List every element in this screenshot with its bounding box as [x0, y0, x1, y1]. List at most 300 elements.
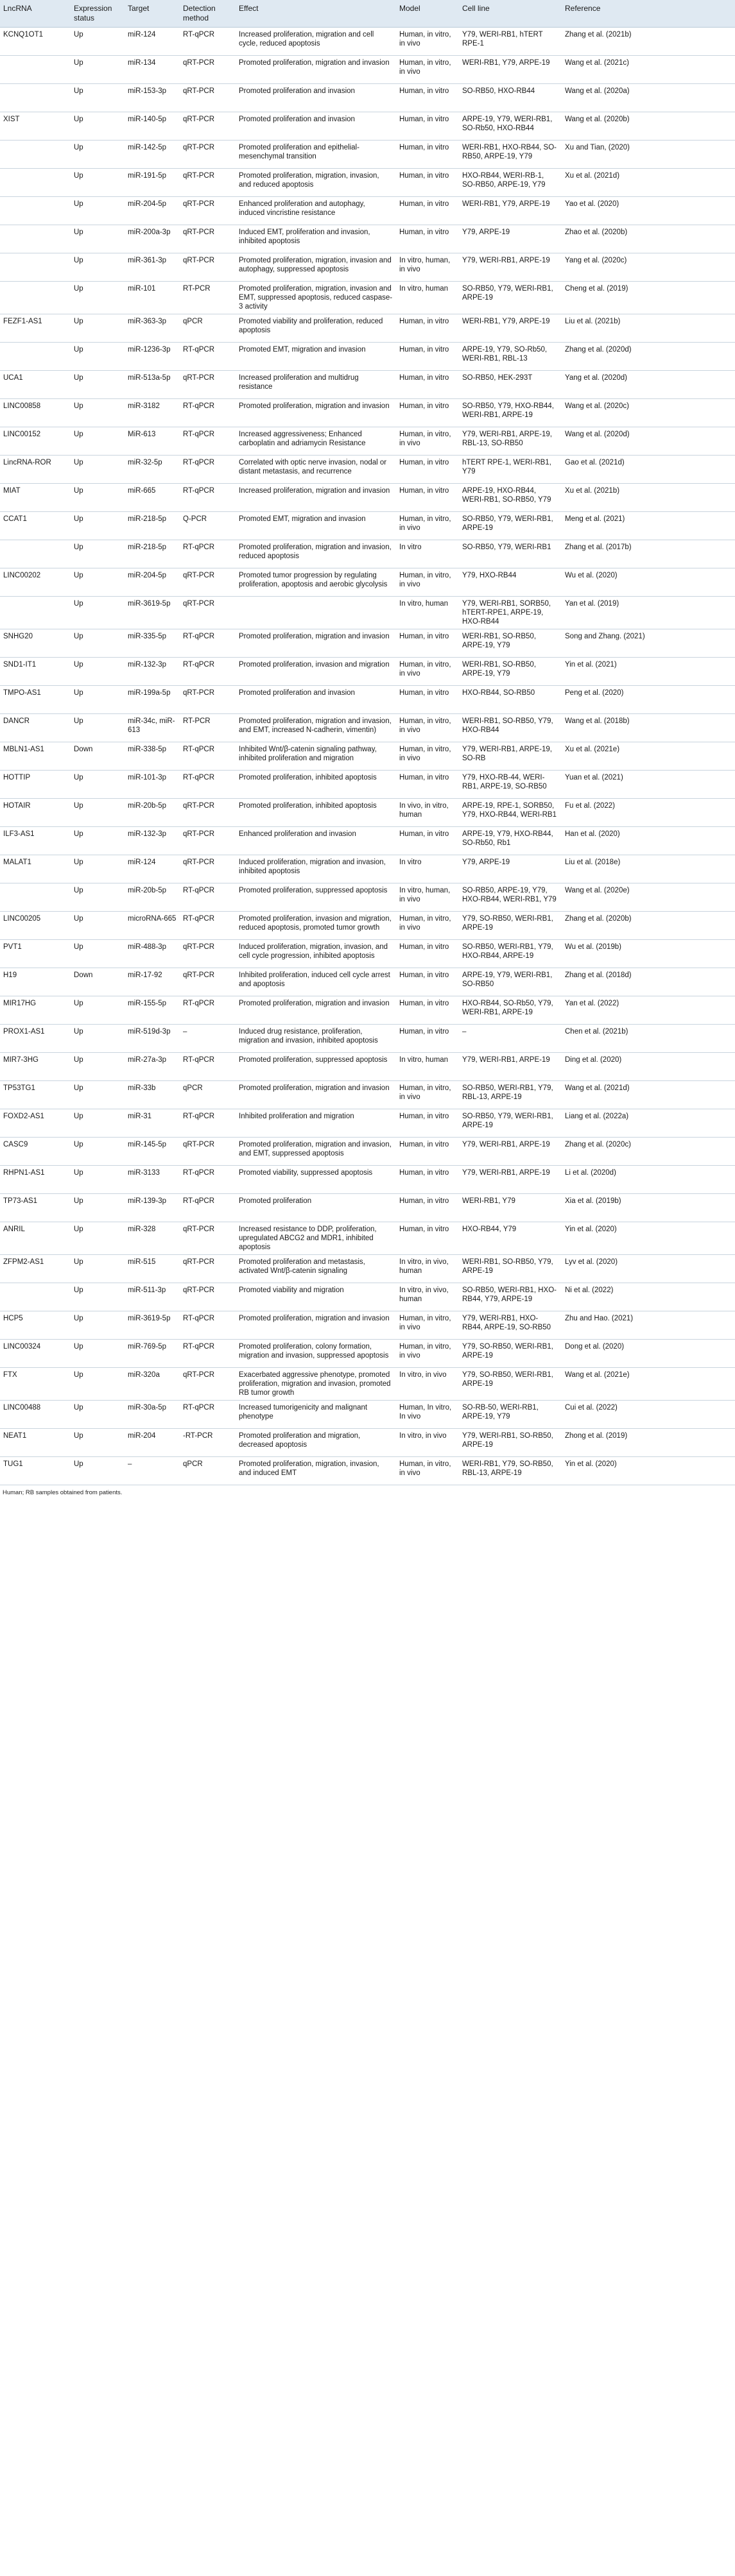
table-row [0, 1194, 735, 1222]
table-row [0, 112, 735, 141]
cell-target: miR-33b [125, 1081, 180, 1109]
cell-expression-status: Up [71, 799, 125, 827]
table-row [0, 968, 735, 996]
cell-cell-line: ARPE-19, Y79, WERI-RB1, SO-Rb50, HXO-RB44 [459, 112, 562, 141]
cell-effect: Increased proliferation, migration and invasion [236, 484, 396, 512]
cell-reference: Wang et al. (2021e) [562, 1368, 735, 1401]
cell-target: miR-488-3p [125, 940, 180, 968]
cell-model: Human, in vitro [396, 968, 459, 996]
cell-cell-line: Y79, HXO-RB44 [459, 568, 562, 597]
cell-detection-method: RT-qPCR [180, 1166, 236, 1194]
cell-reference: Meng et al. (2021) [562, 512, 735, 540]
cell-detection-method: qRT-PCR [180, 56, 236, 84]
cell-effect: Promoted viability, suppressed apoptosis [236, 1166, 396, 1194]
cell-cell-line: Y79, SO-RB50, WERI-RB1, ARPE-19 [459, 1340, 562, 1368]
cell-target: miR-27a-3p [125, 1053, 180, 1081]
cell-cell-line: SO-RB50, Y79, HXO-RB44, WERI-RB1, ARPE-19 [459, 399, 562, 427]
cell-effect: Promoted proliferation, migration and invasion, reduced apoptosis [236, 540, 396, 568]
cell-detection-method: qRT-PCR [180, 799, 236, 827]
cell-cell-line: SO-RB50, HXO-RB44 [459, 84, 562, 112]
cell-expression-status: Up [71, 197, 125, 225]
cell-expression-status: Up [71, 996, 125, 1025]
table-row [0, 883, 735, 912]
cell-cell-line: Y79, HXO-RB-44, WERI-RB1, ARPE-19, SO-RB50 [459, 771, 562, 799]
header-row [0, 0, 735, 28]
cell-reference: Wang et al. (2020b) [562, 112, 735, 141]
cell-model: In vitro, human, in vivo [396, 883, 459, 912]
cell-cell-line: HXO-RB44, Y79 [459, 1222, 562, 1255]
cell-target: miR-134 [125, 56, 180, 84]
cell-reference: Wang et al. (2020c) [562, 399, 735, 427]
cell-reference: Liu et al. (2018e) [562, 855, 735, 883]
cell-target: miR-155-5p [125, 996, 180, 1025]
cell-effect: Increased tumorigenicity and malignant phenotype [236, 1401, 396, 1429]
cell-expression-status: Up [71, 225, 125, 253]
cell-effect: Promoted tumor progression by regulating proliferation, apoptosis and aerobic glycolysis [236, 568, 396, 597]
cell-detection-method: RT-qPCR [180, 343, 236, 371]
cell-expression-status: Up [71, 1368, 125, 1401]
cell-expression-status: Up [71, 883, 125, 912]
cell-cell-line: WERI-RB1, SO-RB50, ARPE-19, Y79 [459, 629, 562, 658]
cell-expression-status: Up [71, 658, 125, 686]
cell-target: miR-204-5p [125, 568, 180, 597]
table-row [0, 597, 735, 629]
cell-detection-method: Q-PCR [180, 512, 236, 540]
cell-detection-method: RT-qPCR [180, 883, 236, 912]
cell-lncrna: TP53TG1 [0, 1081, 71, 1109]
table-row [0, 282, 735, 314]
table-row [0, 427, 735, 456]
table-row [0, 1255, 735, 1283]
cell-effect: Promoted proliferation, invasion and migration, reduced apoptosis, promoted tumor growth [236, 912, 396, 940]
cell-reference: Cui et al. (2022) [562, 1401, 735, 1429]
table-row [0, 540, 735, 568]
cell-expression-status: Up [71, 540, 125, 568]
cell-lncrna [0, 225, 71, 253]
cell-effect: Promoted proliferation, inhibited apoptosis [236, 799, 396, 827]
cell-reference: Wang et al. (2021d) [562, 1081, 735, 1109]
cell-cell-line: SO-RB50, HEK-293T [459, 371, 562, 399]
cell-target: miR-34c, miR-613 [125, 714, 180, 742]
cell-target: miR-665 [125, 484, 180, 512]
cell-expression-status: Up [71, 28, 125, 56]
cell-expression-status: Up [71, 1053, 125, 1081]
cell-model: Human, in vitro [396, 484, 459, 512]
cell-reference: Xu and Tian, (2020) [562, 141, 735, 169]
cell-target: miR-328 [125, 1222, 180, 1255]
cell-model: Human, in vitro, in vivo [396, 28, 459, 56]
table-row [0, 1457, 735, 1485]
cell-detection-method: qRT-PCR [180, 1138, 236, 1166]
cell-expression-status: Up [71, 1340, 125, 1368]
cell-reference: Yan et al. (2022) [562, 996, 735, 1025]
cell-detection-method: -RT-PCR [180, 1429, 236, 1457]
cell-cell-line: ARPE-19, RPE-1, SORB50, Y79, HXO-RB44, WERI-RB1 [459, 799, 562, 827]
cell-cell-line: Y79, ARPE-19 [459, 225, 562, 253]
table-row [0, 197, 735, 225]
cell-effect: Promoted EMT, migration and invasion [236, 512, 396, 540]
cell-detection-method: RT-qPCR [180, 28, 236, 56]
cell-cell-line: Y79, WERI-RB1, ARPE-19 [459, 1166, 562, 1194]
table-row [0, 742, 735, 771]
cell-target: microRNA-665 [125, 912, 180, 940]
cell-effect: Promoted EMT, migration and invasion [236, 343, 396, 371]
cell-cell-line: ARPE-19, Y79, SO-Rb50, WERI-RB1, RBL-13 [459, 343, 562, 371]
cell-reference: Zhang et al. (2020d) [562, 343, 735, 371]
cell-reference: Yang et al. (2020c) [562, 253, 735, 282]
cell-cell-line: Y79, WERI-RB1, hTERT RPE-1 [459, 28, 562, 56]
header-lncrna: LncRNA [0, 0, 71, 28]
cell-reference: Zhang et al. (2017b) [562, 540, 735, 568]
cell-effect: Inhibited proliferation, induced cell cycle arrest and apoptosis [236, 968, 396, 996]
cell-target: miR-32-5p [125, 456, 180, 484]
cell-reference: Zhang et al. (2020b) [562, 912, 735, 940]
cell-model: Human, In vitro, In vivo [396, 1401, 459, 1429]
cell-lncrna: CCAT1 [0, 512, 71, 540]
cell-expression-status: Down [71, 742, 125, 771]
cell-lncrna: TMPO-AS1 [0, 686, 71, 714]
table-row [0, 1166, 735, 1194]
table-row [0, 1429, 735, 1457]
table-row [0, 912, 735, 940]
table-row [0, 799, 735, 827]
cell-model: In vitro, in vivo, human [396, 1255, 459, 1283]
header-cell-line: Cell line [459, 0, 562, 28]
cell-expression-status: Up [71, 512, 125, 540]
cell-model: Human, in vitro [396, 343, 459, 371]
cell-cell-line: SO-RB50, Y79, WERI-RB1, ARPE-19 [459, 1109, 562, 1138]
cell-reference: Fu et al. (2022) [562, 799, 735, 827]
cell-reference: Xu et al. (2021e) [562, 742, 735, 771]
cell-lncrna: LINC00324 [0, 1340, 71, 1368]
cell-effect: Promoted proliferation and invasion [236, 686, 396, 714]
cell-effect: Promoted proliferation, suppressed apoptosis [236, 883, 396, 912]
cell-model: Human, in vitro [396, 371, 459, 399]
cell-cell-line: SO-RB50, WERI-RB1, Y79, HXO-RB44, ARPE-19 [459, 940, 562, 968]
cell-target: miR-3619-5p [125, 1311, 180, 1340]
cell-model: Human, in vitro, in vivo [396, 512, 459, 540]
cell-model: In vitro, in vivo, human [396, 1283, 459, 1311]
cell-target: miR-140-5p [125, 112, 180, 141]
cell-model: Human, in vitro [396, 314, 459, 343]
cell-detection-method: RT-qPCR [180, 1109, 236, 1138]
cell-reference: Zhu and Hao. (2021) [562, 1311, 735, 1340]
cell-expression-status: Up [71, 1311, 125, 1340]
cell-cell-line: SO-RB50, Y79, WERI-RB1 [459, 540, 562, 568]
cell-effect: Increased resistance to DDP, proliferation, upregulated ABCG2 and MDR1, inhibited apoptosis [236, 1222, 396, 1255]
cell-lncrna: HOTAIR [0, 799, 71, 827]
cell-model: In vitro, human [396, 597, 459, 629]
cell-lncrna: CASC9 [0, 1138, 71, 1166]
cell-effect: Promoted proliferation, inhibited apoptosis [236, 771, 396, 799]
cell-reference: Chen et al. (2021b) [562, 1025, 735, 1053]
cell-model: In vitro, in vivo [396, 1429, 459, 1457]
cell-lncrna [0, 253, 71, 282]
table-row [0, 1109, 735, 1138]
table-row [0, 1053, 735, 1081]
cell-detection-method: RT-PCR [180, 714, 236, 742]
cell-target: miR-769-5p [125, 1340, 180, 1368]
cell-reference: Wang et al. (2021c) [562, 56, 735, 84]
cell-lncrna: H19 [0, 968, 71, 996]
table-row [0, 28, 735, 56]
cell-reference: Ni et al. (2022) [562, 1283, 735, 1311]
cell-lncrna: MIAT [0, 484, 71, 512]
cell-cell-line: WERI-RB1, Y79 [459, 1194, 562, 1222]
cell-expression-status: Up [71, 597, 125, 629]
cell-target: miR-519d-3p [125, 1025, 180, 1053]
cell-detection-method: qRT-PCR [180, 568, 236, 597]
cell-effect: Promoted proliferation, migration and invasion [236, 629, 396, 658]
cell-detection-method: qRT-PCR [180, 225, 236, 253]
cell-lncrna [0, 343, 71, 371]
cell-reference: Wang et al. (2020a) [562, 84, 735, 112]
cell-expression-status: Up [71, 371, 125, 399]
cell-effect: Promoted proliferation, migration and invasion [236, 1081, 396, 1109]
cell-lncrna: RHPN1-AS1 [0, 1166, 71, 1194]
cell-expression-status: Up [71, 84, 125, 112]
cell-detection-method: qRT-PCR [180, 940, 236, 968]
cell-effect: Induced proliferation, migration, invasion, and cell cycle progression, inhibited apoptosis [236, 940, 396, 968]
cell-lncrna [0, 141, 71, 169]
cell-lncrna [0, 1283, 71, 1311]
cell-detection-method: RT-qPCR [180, 1053, 236, 1081]
cell-model: Human, in vitro [396, 141, 459, 169]
cell-detection-method: qRT-PCR [180, 1222, 236, 1255]
cell-cell-line: SO-RB50, WERI-RB1, HXO-RB44, Y79, ARPE-19 [459, 1283, 562, 1311]
cell-detection-method: RT-qPCR [180, 912, 236, 940]
cell-expression-status: Up [71, 1429, 125, 1457]
cell-lncrna: LINC00152 [0, 427, 71, 456]
cell-model: Human, in vitro [396, 399, 459, 427]
cell-lncrna: UCA1 [0, 371, 71, 399]
cell-lncrna: FTX [0, 1368, 71, 1401]
cell-lncrna: PVT1 [0, 940, 71, 968]
cell-model: In vitro, human [396, 282, 459, 314]
cell-reference: Zhao et al. (2020b) [562, 225, 735, 253]
table-row [0, 568, 735, 597]
cell-model: Human, in vitro [396, 169, 459, 197]
cell-detection-method: qRT-PCR [180, 112, 236, 141]
cell-target: miR-101 [125, 282, 180, 314]
cell-lncrna [0, 540, 71, 568]
table-row [0, 314, 735, 343]
cell-cell-line: Y79, WERI-RB1, ARPE-19 [459, 1053, 562, 1081]
cell-model: Human, in vitro [396, 197, 459, 225]
cell-cell-line: – [459, 1025, 562, 1053]
cell-target: miR-3182 [125, 399, 180, 427]
cell-target: miR-320a [125, 1368, 180, 1401]
cell-reference: Yuan et al. (2021) [562, 771, 735, 799]
cell-detection-method: RT-qPCR [180, 629, 236, 658]
cell-effect: Promoted viability and migration [236, 1283, 396, 1311]
cell-reference: Lyv et al. (2020) [562, 1255, 735, 1283]
cell-detection-method: qRT-PCR [180, 968, 236, 996]
cell-target: miR-200a-3p [125, 225, 180, 253]
cell-target: miR-218-5p [125, 540, 180, 568]
cell-lncrna [0, 84, 71, 112]
cell-expression-status: Up [71, 282, 125, 314]
cell-lncrna: ILF3-AS1 [0, 827, 71, 855]
cell-cell-line: WERI-RB1, SO-RB50, Y79, HXO-RB44 [459, 714, 562, 742]
table-row [0, 169, 735, 197]
cell-lncrna: LINC00205 [0, 912, 71, 940]
cell-expression-status: Up [71, 686, 125, 714]
cell-detection-method: RT-qPCR [180, 456, 236, 484]
cell-effect: Promoted proliferation, migration, invasion, and reduced apoptosis [236, 169, 396, 197]
cell-detection-method: qPCR [180, 1081, 236, 1109]
cell-target: – [125, 1457, 180, 1485]
cell-lncrna: HCP5 [0, 1311, 71, 1340]
table-row [0, 771, 735, 799]
cell-lncrna: LincRNA-ROR [0, 456, 71, 484]
cell-expression-status: Up [71, 629, 125, 658]
cell-detection-method: RT-qPCR [180, 1311, 236, 1340]
header-target: Target [125, 0, 180, 28]
cell-detection-method: RT-qPCR [180, 658, 236, 686]
header-model: Model [396, 0, 459, 28]
cell-model: Human, in vitro [396, 112, 459, 141]
cell-model: In vivo, in vitro, human [396, 799, 459, 827]
cell-target: miR-31 [125, 1109, 180, 1138]
cell-expression-status: Up [71, 253, 125, 282]
cell-cell-line: WERI-RB1, Y79, SO-RB50, RBL-13, ARPE-19 [459, 1457, 562, 1485]
cell-cell-line: SO-RB50, Y79, WERI-RB1, ARPE-19 [459, 512, 562, 540]
cell-cell-line: SO-RB-50, WERI-RB1, ARPE-19, Y79 [459, 1401, 562, 1429]
cell-effect: Promoted proliferation, migration and invasion, and EMT, increased N-cadherin, vimentin) [236, 714, 396, 742]
cell-model: In vitro [396, 855, 459, 883]
cell-expression-status: Up [71, 1081, 125, 1109]
cell-reference: Yan et al. (2019) [562, 597, 735, 629]
cell-model: Human, in vitro [396, 1138, 459, 1166]
cell-expression-status: Up [71, 912, 125, 940]
cell-detection-method: qRT-PCR [180, 1368, 236, 1401]
cell-reference: Gao et al. (2021d) [562, 456, 735, 484]
cell-cell-line: Y79, WERI-RB1, ARPE-19, SO-RB [459, 742, 562, 771]
cell-target: miR-124 [125, 28, 180, 56]
cell-effect: Promoted proliferation, migration and invasion [236, 56, 396, 84]
table-row [0, 1401, 735, 1429]
cell-cell-line: Y79, WERI-RB1, SO-RB50, ARPE-19 [459, 1429, 562, 1457]
table-row [0, 1340, 735, 1368]
cell-target: miR-513a-5p [125, 371, 180, 399]
cell-target: miR-17-92 [125, 968, 180, 996]
cell-effect: Promoted proliferation, migration, invasion and autophagy, suppressed apoptosis [236, 253, 396, 282]
cell-reference: Wu et al. (2020) [562, 568, 735, 597]
cell-cell-line: WERI-RB1, HXO-RB44, SO-RB50, ARPE-19, Y79 [459, 141, 562, 169]
header-detection-method: Detection method [180, 0, 236, 28]
table-row [0, 714, 735, 742]
cell-detection-method: qRT-PCR [180, 141, 236, 169]
table-row [0, 1222, 735, 1255]
cell-expression-status: Up [71, 771, 125, 799]
cell-model: Human, in vitro [396, 456, 459, 484]
cell-cell-line: WERI-RB1, Y79, ARPE-19 [459, 314, 562, 343]
cell-target: miR-132-3p [125, 658, 180, 686]
cell-expression-status: Up [71, 169, 125, 197]
cell-detection-method: RT-qPCR [180, 1340, 236, 1368]
cell-detection-method: qRT-PCR [180, 169, 236, 197]
cell-reference: Zhang et al. (2020c) [562, 1138, 735, 1166]
cell-reference: Wang et al. (2020e) [562, 883, 735, 912]
cell-cell-line: Y79, ARPE-19 [459, 855, 562, 883]
table-row [0, 484, 735, 512]
header-effect: Effect [236, 0, 396, 28]
cell-reference: Zhang et al. (2021b) [562, 28, 735, 56]
table-row [0, 84, 735, 112]
cell-detection-method: qPCR [180, 314, 236, 343]
cell-target: miR-204-5p [125, 197, 180, 225]
cell-lncrna: MALAT1 [0, 855, 71, 883]
cell-reference: Xu et al. (2021b) [562, 484, 735, 512]
cell-model: Human, in vitro, in vivo [396, 714, 459, 742]
cell-reference: Zhong et al. (2019) [562, 1429, 735, 1457]
cell-lncrna: MIR7-3HG [0, 1053, 71, 1081]
cell-effect: Increased proliferation and multidrug resistance [236, 371, 396, 399]
table-row [0, 855, 735, 883]
cell-effect: Inhibited Wnt/β-catenin signaling pathway, inhibited proliferation and migration [236, 742, 396, 771]
table-row [0, 1138, 735, 1166]
cell-target: miR-335-5p [125, 629, 180, 658]
cell-detection-method: RT-qPCR [180, 484, 236, 512]
cell-expression-status: Up [71, 568, 125, 597]
cell-effect [236, 597, 396, 629]
cell-cell-line: WERI-RB1, SO-RB50, ARPE-19, Y79 [459, 658, 562, 686]
cell-expression-status: Up [71, 1283, 125, 1311]
cell-expression-status: Up [71, 484, 125, 512]
cell-cell-line: ARPE-19, HXO-RB44, WERI-RB1, SO-RB50, Y79 [459, 484, 562, 512]
cell-effect: Promoted proliferation and invasion [236, 112, 396, 141]
cell-expression-status: Up [71, 1222, 125, 1255]
cell-detection-method: qRT-PCR [180, 197, 236, 225]
table-row [0, 56, 735, 84]
cell-target: miR-3619-5p [125, 597, 180, 629]
cell-model: Human, in vitro, in vivo [396, 1311, 459, 1340]
cell-cell-line: Y79, WERI-RB1, SORB50, hTERT-RPE1, ARPE-19, HXO-RB44 [459, 597, 562, 629]
cell-target: MiR-613 [125, 427, 180, 456]
table-row [0, 629, 735, 658]
cell-lncrna: FOXD2-AS1 [0, 1109, 71, 1138]
cell-cell-line: Y79, WERI-RB1, ARPE-19 [459, 253, 562, 282]
cell-model: Human, in vitro [396, 1222, 459, 1255]
table-row [0, 253, 735, 282]
cell-cell-line: HXO-RB44, WERI-RB-1, SO-RB50, ARPE-19, Y79 [459, 169, 562, 197]
cell-cell-line: Y79, SO-RB50, WERI-RB1, ARPE-19 [459, 912, 562, 940]
cell-lncrna: TP73-AS1 [0, 1194, 71, 1222]
cell-effect: Inhibited proliferation and migration [236, 1109, 396, 1138]
table-row [0, 399, 735, 427]
cell-effect: Increased aggressiveness; Enhanced carboplatin and adriamycin Resistance [236, 427, 396, 456]
cell-model: Human, in vitro, in vivo [396, 1340, 459, 1368]
cell-reference: Peng et al. (2020) [562, 686, 735, 714]
cell-target: miR-153-3p [125, 84, 180, 112]
cell-detection-method: qRT-PCR [180, 686, 236, 714]
cell-model: Human, in vitro, in vivo [396, 658, 459, 686]
cell-expression-status: Up [71, 56, 125, 84]
cell-expression-status: Up [71, 940, 125, 968]
cell-expression-status: Up [71, 1401, 125, 1429]
table-row [0, 658, 735, 686]
cell-cell-line: Y79, WERI-RB1, HXO-RB44, ARPE-19, SO-RB50 [459, 1311, 562, 1340]
cell-lncrna: HOTTIP [0, 771, 71, 799]
cell-expression-status: Up [71, 314, 125, 343]
cell-lncrna: LINC00858 [0, 399, 71, 427]
cell-cell-line: hTERT RPE-1, WERI-RB1, Y79 [459, 456, 562, 484]
cell-lncrna: PROX1-AS1 [0, 1025, 71, 1053]
cell-lncrna: KCNQ1OT1 [0, 28, 71, 56]
cell-model: Human, in vitro [396, 1194, 459, 1222]
cell-effect: Promoted proliferation, migration and invasion [236, 399, 396, 427]
